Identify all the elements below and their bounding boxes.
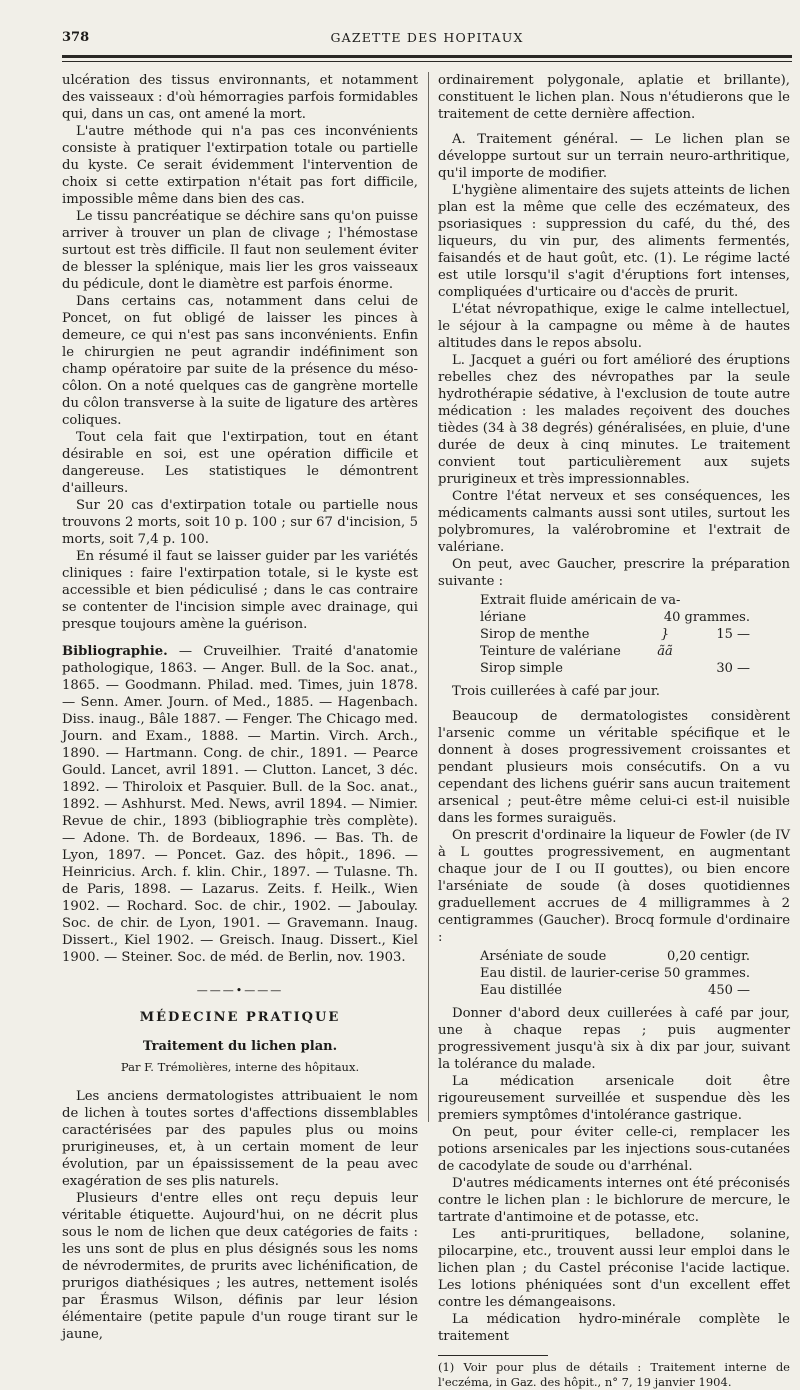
prescription-valeriane — [480, 592, 790, 677]
paragraph: ulcération des tissus environnants, et notamment des vaisseaux : d'où hémorragies parfois formidables qui, dans un cas, ont amené la mort. — [62, 73, 419, 122]
rx-group-names — [480, 626, 655, 660]
paragraph: On peut, pour éviter celle-ci, remplacer les potions arsenicales par les injections sous-cutanées de cacodylate de soude ou d'arrhénal. — [438, 1125, 790, 1174]
left-column — [62, 72, 419, 1342]
paragraph: ordinairement polygonale, aplatie et brillante), constituent le lichen plan. Nous n'étudierons que le traitement de cette dernière affection. — [438, 73, 790, 122]
paragraph: On peut, avec Gaucher, prescrire la préparation suivante : — [438, 557, 790, 589]
rx-line — [480, 948, 750, 965]
rx-line: Extrait fluide américain de va- — [480, 593, 681, 608]
prescription-arseniate — [480, 948, 790, 999]
rx-value: 0,20 centigr. — [666, 949, 750, 964]
section-title: MÉDECINE PRATIQUE — [139, 1010, 341, 1025]
paragraph: D'autres médicaments internes ont été préconisés contre le lichen plan : le bichlorure de mercure, le tartrate d'antimoine et de potasse, etc. — [438, 1176, 790, 1225]
article-title: Traitement du lichen plan. — [142, 1039, 338, 1054]
paragraph: Les anciens dermatologistes attribuaient le nom de lichen à toutes sortes d'affections dissemblables caractérisées par des papules plus ou moins prurigineuses, et, à un certain moment de leur évolution, par un épaississement de la peau avec exagération de ses plis naturels. — [62, 1089, 418, 1189]
rx-name: lériane — [480, 610, 527, 625]
rx-value: 50 grammes. — [663, 966, 750, 981]
paragraph: En résumé il faut se laisser guider par les variétés cliniques : faire l'extirpation totale, si le kyste est accessible et bien pédiculisé ; dans le cas contraire se contenter de l'incision simple avec drainage, qui presque toujours amène la guérison. — [62, 549, 418, 632]
paragraph: L'hygiène alimentaire des sujets atteints de lichen plan est la même que celle des eczémateux, des psoriasiques : suppression du café, du thé, des liqueurs, du vin pur, des aliments fermentés, faisandés et de haut goût, etc. (1). Le régime lacté est utile lorsqu'il s'agit d'éruptions fort intenses, compliquées d'urticaire ou d'accès de prurit. — [438, 183, 790, 300]
paragraph: Beaucoup de dermatologistes considèrent l'arsenic comme un véritable spécifique et le donnent à doses progressivement croissantes et pendant plusieurs mois consécutifs. On a vu cependant des lichens guérir sans aucun traitement arsenical ; peut-être même celui-ci est-il nuisible dans les formes suraiguës. — [438, 709, 790, 826]
paragraph: L'autre méthode qui n'a pas ces inconvénients consiste à pratiquer l'extirpation totale ou partielle du kyste. Ce serait évidemment l'intervention de choix si cette extirpation n'était pas fort difficile, impossible même dans bien des cas. — [62, 124, 418, 207]
bibliography — [62, 643, 418, 966]
rx-line — [480, 965, 750, 982]
paragraph: L'état névropathique, exige le calme intellectuel, le séjour à la campagne ou même à de hautes altitudes dans le repos absolu. — [438, 302, 790, 351]
paragraph: Le tissu pancréatique se déchire sans qu'on puisse arriver à trouver un plan de clivage ; l'hémostase surtout est très difficile. Il faut non seulement éviter de blesser la splénique, mais lier les gros vaisseaux du pédicule, dont le diamètre est parfois énorme. — [62, 209, 418, 292]
rx-name: Eau distillée — [480, 983, 562, 998]
column-separator — [428, 72, 429, 1122]
rx-value: 40 grammes. — [663, 610, 750, 625]
rx-name: Arséniate de soude — [480, 949, 607, 964]
journal-title: GAZETTE DES HOPITAUX — [330, 30, 524, 45]
page-number: 378 — [62, 30, 90, 45]
rx-value: 15 — — [716, 627, 750, 642]
paragraph: Sur 20 cas d'extirpation totale ou partielle nous trouvons 2 morts, soit 10 p. 100 ; sur 67 d'incision, 5 morts, soit 7,4 p. 100. — [62, 498, 418, 547]
bibliography-label: Bibliographie. — [62, 644, 168, 659]
rx-line — [480, 982, 750, 999]
rx-name: Eau distil. de laurier-cerise — [480, 966, 660, 981]
paragraph: Tout cela fait que l'extirpation, tout en étant désirable en soi, est une opération difficile et dangereuse. Les statistiques le démontrent d'ailleurs. — [62, 430, 418, 496]
bibliography-text: — Cruveilhier. Traité d'anatomie pathologique, 1863. — Anger. Bull. de la Soc. anat., 1865. — Goodmann. Philad. med. Times, juin 1878. — Senn. Amer. Journ. of Med., 1885. — Hagenbach. Diss. inaug., Bâle 1887. — Fenger. The Chicago med. Journ. and Exam., 1888. — Martin. Virch. Arch., 1890. — Hartmann. Cong. de chir., 1891. — Pearce Gould. Lancet, avril 1891. — Clutton. Lancet, 3 déc. 1892. — Thiroloix et Pasquier. Bull. de la Soc. anat., 1892. — Ashhurst. Med. News, avril 1894. — Nimier. Revue de chir., 1893 (bibliographie très complète). — Adone. Th. de Bordeaux, 1896. — Bas. Th. de Lyon, 1897. — Poncet. Gaz. des hôpit., 1896. — Heinricius. Arch. f. klin. Chir., 1897. — Tulasne. Th. de Paris, 1898. — Lazarus. Zeits. f. Heilk., Wien 1902. — Rochard. Soc. de chir., 1902. — Jaboulay. Soc. de chir. de Lyon, 1901. — Gravemann. Inaug. Dissert., Kiel 1902. — Greisch. Inaug. Dissert., Kiel 1900. — Steiner. Soc. de méd. de Berlin, nov. 1903. — [62, 644, 418, 965]
rx-name: Sirop simple — [480, 661, 563, 676]
header-rule-thin — [62, 61, 792, 62]
rx-line — [480, 609, 750, 626]
article-author: Par F. Trémolières, interne des hôpitaux. — [120, 1060, 360, 1074]
footnote: (1) Voir pour plus de détails : Traitement interne de l'eczéma, in Gaz. des hôpit., n° 7, 19 janvier 1904. — [438, 1360, 790, 1389]
paragraph: Les anti-pruritiques, belladone, solanine, pilocarpine, etc., trouvent aussi leur emploi dans le lichen plan ; du Castel préconise l'acide lactique. Les lotions phéniquées sont d'un excellent effet contre les démangeaisons. — [438, 1227, 790, 1310]
rx-name: Sirop de menthe — [480, 627, 590, 642]
rx-name: Teinture de valériane — [480, 644, 621, 659]
paragraph: L. Jacquet a guéri ou fort amélioré des éruptions rebelles chez des névropathes par la seule hydrothérapie sédative, à l'exclusion de toute autre médication : les malades reçoivent des douches tièdes (34 à 38 degrés) généralisées, en pluie, d'une durée de deux à cinq minutes. Le traitement convient tout particulièrement aux sujets prurigineux et très impressionnables. — [438, 353, 790, 487]
section-ornament: ———•——— — [196, 984, 284, 997]
paragraph: La médication hydro-minérale complète le traitement — [438, 1312, 790, 1344]
paragraph: Dans certains cas, notamment dans celui de Poncet, on fut obligé de laisser les pinces à demeure, ce qui n'est pas sans inconvénients. Enfin le chirurgien ne peut agrandir indéfiniment son champ opératoire par suite de la présence du méso-côlon. On a noté quelques cas de gangrène mortelle du côlon transverse à la suite de ligature des artères coliques. — [62, 294, 418, 428]
footnote-rule — [438, 1355, 548, 1356]
rx-brace: } ãã — [657, 627, 673, 659]
paragraph: Contre l'état nerveux et ses conséquences, les médicaments calmants aussi sont utiles, surtout les polybromures, la valérobromine et l'extrait de valériane. — [438, 489, 790, 555]
paragraph: La médication arsenicale doit être rigoureusement surveillée et suspendue dès les premiers symptômes d'intolérance gastrique. — [438, 1074, 790, 1123]
paragraph: On prescrit d'ordinaire la liqueur de Fowler (de IV à L gouttes progressivement, en augmentant chaque jour de I ou II gouttes), ou bien encore l'arséniate de soude (à doses quotidiennes graduellement accrues de 4 milligrammes à 2 centigrammes (Gaucher). Brocq formule d'ordinaire : — [438, 828, 790, 945]
right-column — [438, 72, 790, 1389]
paragraph: Plusieurs d'entre elles ont reçu depuis leur véritable étiquette. Aujourd'hui, on ne décrit plus sous le nom de lichen que deux catégories de faits : les uns sont de plus en plus désignés sous les noms de névrodermites, de prurits avec lichénification, de prurigos diathésiques ; les autres, nettement isolés par Érasmus Wilson, définis par leur lésion élémentaire (petite papule d'un rouge tirant sur le jaune, — [62, 1191, 418, 1342]
rx-value: 450 — — [708, 983, 750, 998]
paragraph: Donner d'abord deux cuillerées à café par jour, une à chaque repas ; puis augmenter progressivement jusqu'à six à dix par jour, suivant la tolérance du malade. — [438, 1006, 790, 1072]
header-rule-thick — [62, 55, 792, 58]
rx-value: 30 — — [716, 661, 750, 676]
paragraph: A. Traitement général. — Le lichen plan se développe surtout sur un terrain neuro-arthritique, qu'il importe de modifier. — [438, 132, 790, 181]
rx-line — [480, 660, 750, 677]
rx-group — [480, 626, 750, 660]
paragraph: Trois cuillerées à café par jour. — [452, 684, 660, 699]
